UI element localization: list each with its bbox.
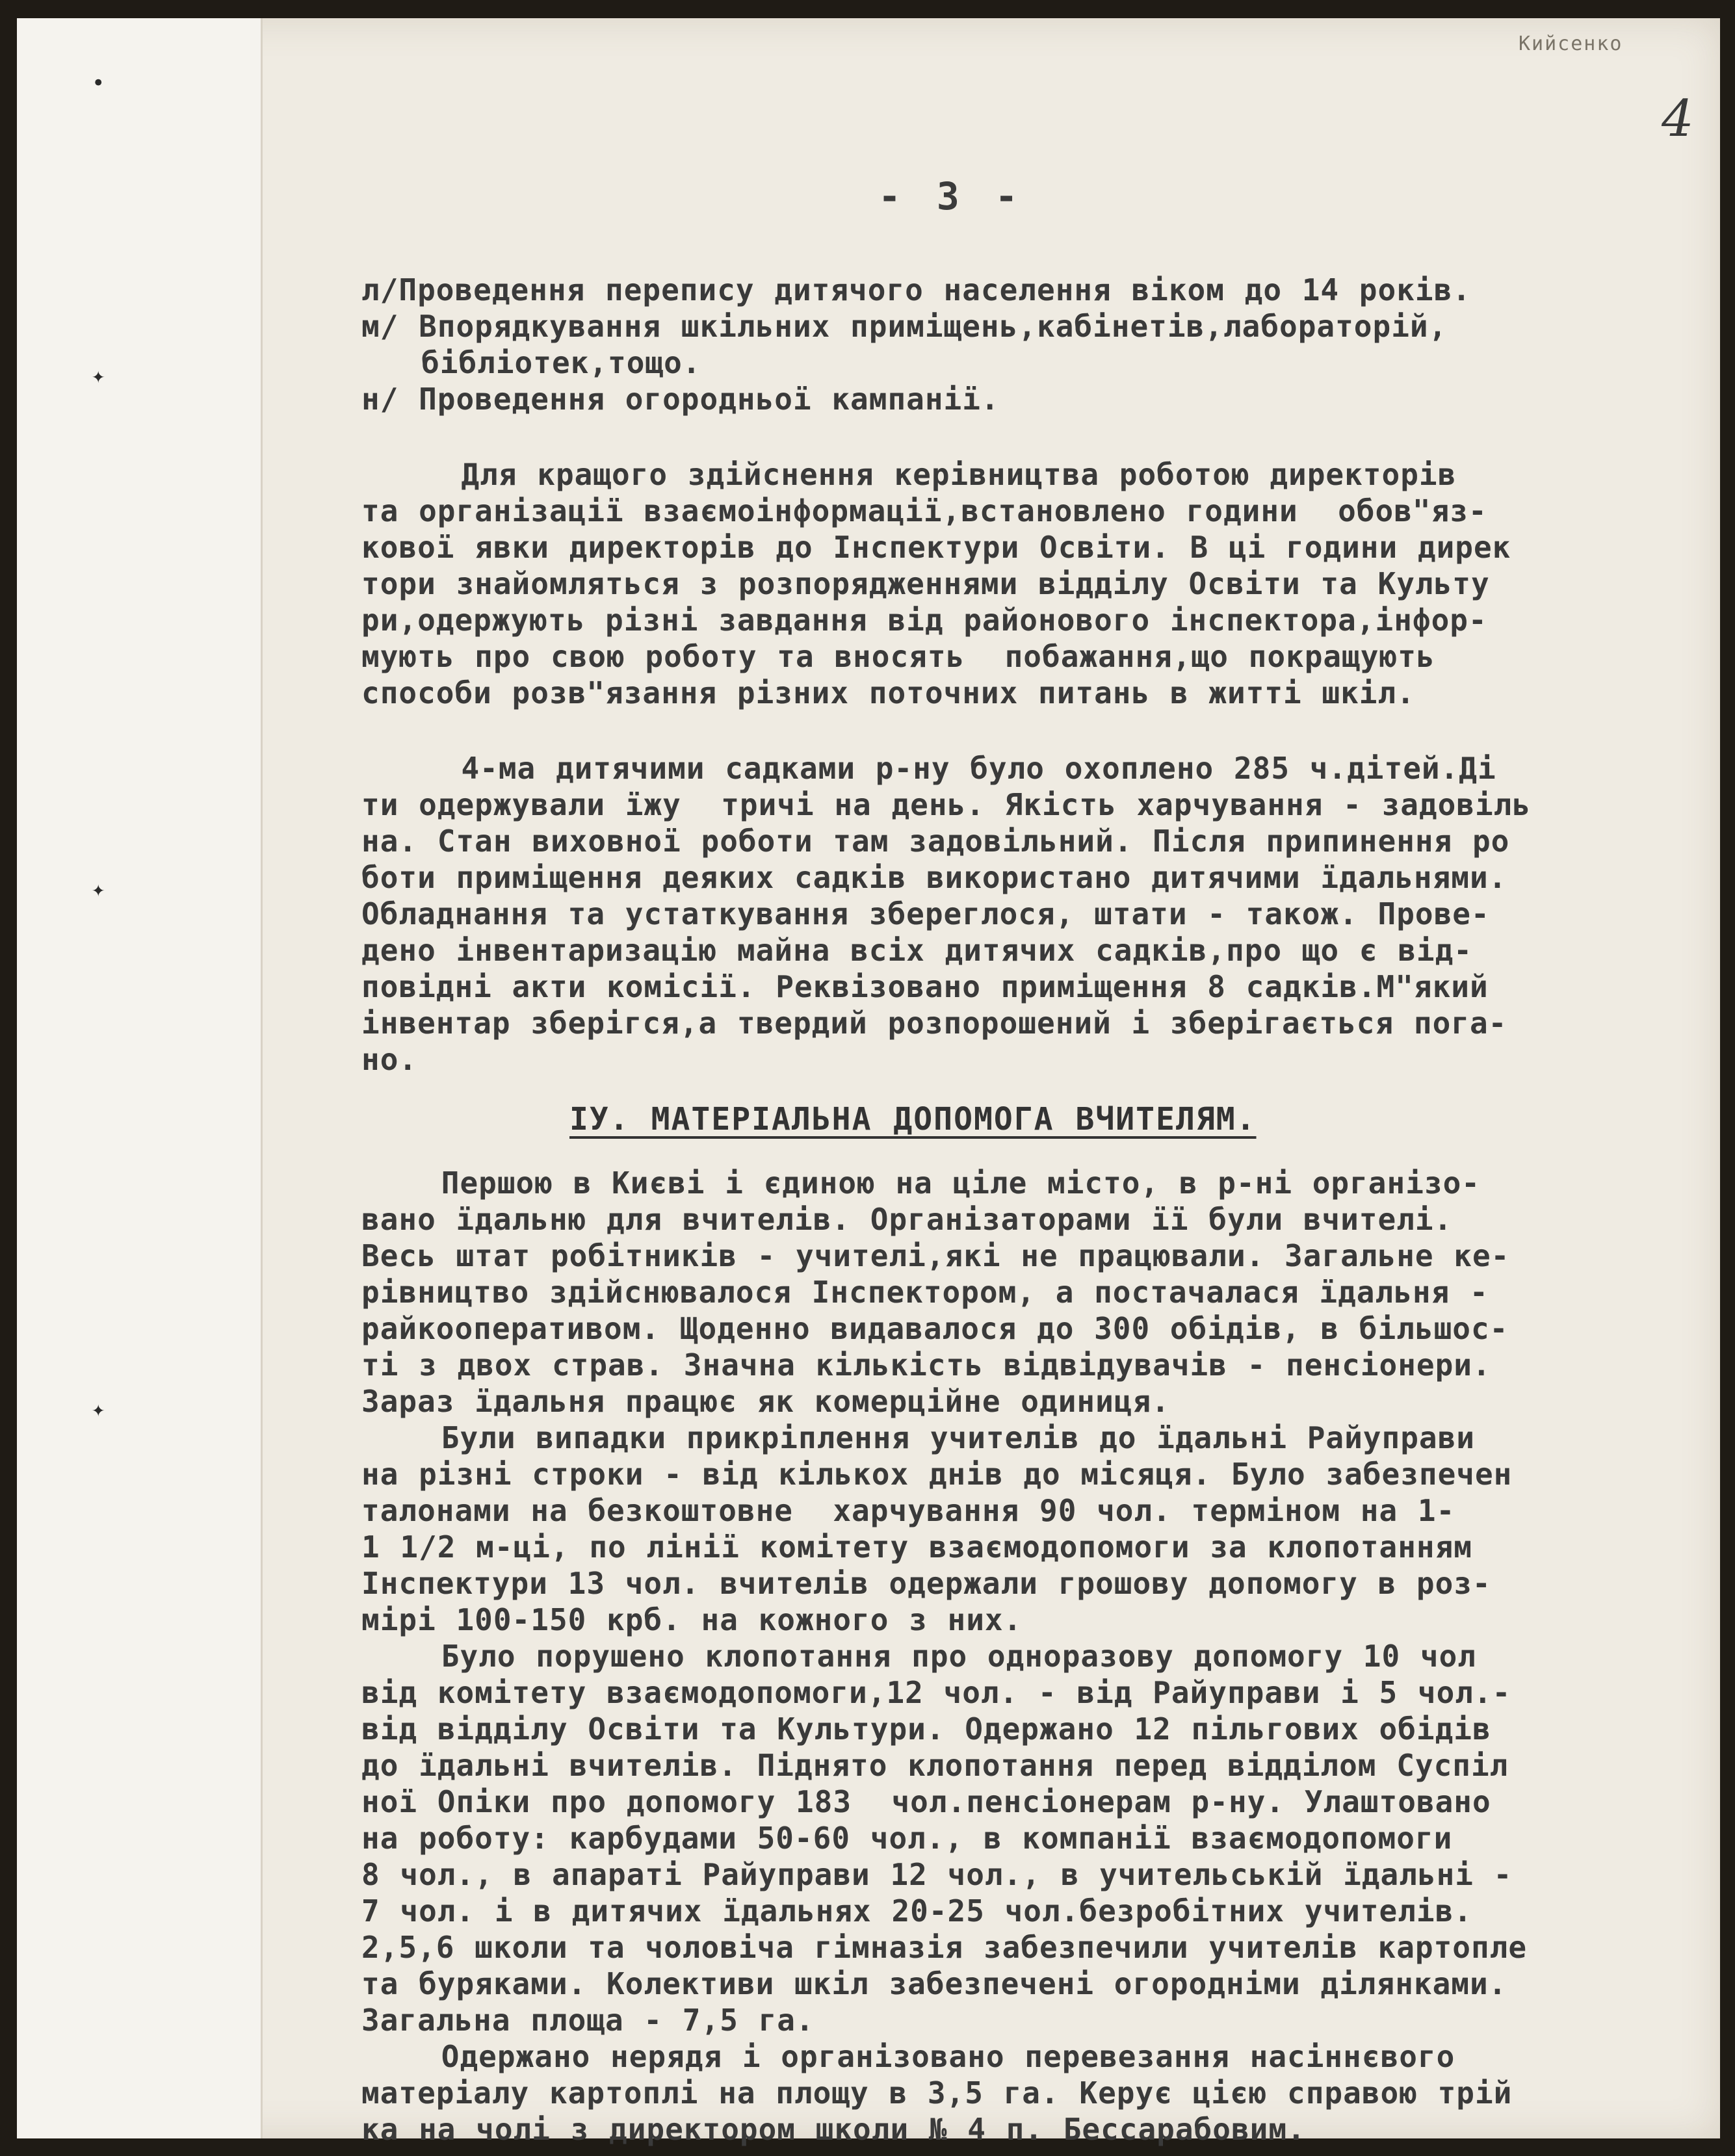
paragraph-directors <box>361 456 1735 711</box>
text-line: від комітету взаємодопомоги,12 чол. - від Райуправи і 5 чол.- <box>361 1675 1511 1710</box>
text-line: Зараз їдальня працює як комерційне одиниця. <box>361 1384 1170 1419</box>
text-line: повідні акти комісії. Реквізовано приміщення 8 садків.М"який <box>361 969 1489 1004</box>
text-line: 4-ма дитячими садками р-ну було охоплено 285 ч.дітей.Ді <box>361 751 1496 786</box>
paragraph-kindergartens <box>361 750 1735 1078</box>
text-line: Для кращого здійснення керівництва роботою директорів <box>361 457 1457 492</box>
document-body <box>361 272 1735 2148</box>
binding-mark: ✦ <box>92 363 105 389</box>
text-line: ті з двох страв. Значна кількість відвідувачів - пенсіонери. <box>361 1347 1491 1383</box>
paragraph-material-aid <box>361 1165 1735 2148</box>
text-line: Інспектури 13 чол. вчителів одержали грошову допомогу в роз- <box>361 1566 1491 1601</box>
text-line: до їдальні вчителів. Піднято клопотання перед відділом Суспіл <box>361 1748 1509 1783</box>
binding-mark: • <box>92 70 105 96</box>
text-line: 8 чол., в апараті Райуправи 12 чол., в учительській їдальні - <box>361 1857 1513 1892</box>
text-line: но. <box>361 1042 418 1077</box>
text-line: Загальна площа - 7,5 га. <box>361 2003 815 2038</box>
text-line: 1 1/2 м-ці, по лінії комітету взаємодопомоги за клопотанням <box>361 1529 1472 1565</box>
text-line: на різні строки - від кількох днів до місяця. Було забезпечен <box>361 1457 1513 1492</box>
text-line: рівництво здійснювалося Інспектором, а постачалася їдальня - <box>361 1275 1489 1310</box>
text-line: 2,5,6 школи та чоловіча гімназія забезпечили учителів картопле <box>361 1930 1528 1965</box>
text-line: Одержано нерядя і організовано перевезання насіннєвого <box>361 2039 1455 2074</box>
text-line: Першою в Києві і єдиною на ціле місто, в р-ні організо- <box>361 1165 1480 1201</box>
section-heading: IУ. МАТЕРІАЛЬНА ДОПОМОГА ВЧИТЕЛЯМ. <box>569 1101 1257 1137</box>
archive-sheet-number: 4 <box>1662 90 1694 148</box>
corner-stamp: Кийсенко <box>1519 32 1623 55</box>
task-list <box>361 272 1735 417</box>
text-line: Були випадки прикріплення учителів до їдальні Райуправи <box>361 1420 1475 1455</box>
document-page <box>17 18 1720 2147</box>
text-line: райкооперативом. Щоденно видавалося до 300 обідів, в більшос- <box>361 1311 1509 1346</box>
text-line: ри,одержують різні завдання від районового інспектора,інфор- <box>361 603 1487 638</box>
text-line: вано їдальню для вчителів. Організаторами її були вчителі. <box>361 1202 1453 1237</box>
binding-mark: ✦ <box>92 876 105 902</box>
text-line: л/Проведення перепису дитячого населення віком до 14 років. <box>361 272 1471 307</box>
text-line: способи розв"язання різних поточних питань в житті шкіл. <box>361 675 1415 710</box>
text-line: інвентар зберігся,а твердий розпорошений і зберігається пога- <box>361 1006 1507 1041</box>
text-line: м/ Впорядкування шкільних приміщень,кабінетів,лабораторій, <box>361 309 1448 344</box>
text-line: Весь штат робітників - учителі,які не працювали. Загальне ке- <box>361 1238 1510 1273</box>
text-line: на. Стан виховної роботи там задовільний. Після припинення ро <box>361 824 1510 859</box>
text-line: ти одержували їжу тричі на день. Якість харчування - задовіль <box>361 787 1532 822</box>
text-line: мірі 100-150 крб. на кожного з них. <box>361 1602 1023 1637</box>
text-line: ної Опіки про допомогу 183 чол.пенсіонерам р-ну. Улаштовано <box>361 1784 1491 1819</box>
binding-margin <box>17 18 263 2138</box>
text-line: дено інвентаризацію майна всіх дитячих садків,про що є від- <box>361 933 1472 968</box>
text-line: тори знайомляться з розпорядженнями відділу Освіти та Культу <box>361 566 1490 601</box>
text-line: на роботу: карбудами 50-60 чол., в компанії взаємодопомоги <box>361 1821 1453 1856</box>
page-number: - 3 - <box>878 174 1024 218</box>
text-line: та організації взаємоінформації,встановлено години обов"яз- <box>361 493 1487 528</box>
text-line: талонами на безкоштовне харчування 90 чол. терміном на 1- <box>361 1493 1455 1528</box>
text-line: матеріалу картоплі на площу в 3,5 га. Керує цією справою трій <box>361 2075 1513 2111</box>
text-line: Обладнання та устаткування збереглося, штати - також. Прове- <box>361 896 1490 931</box>
text-line: 7 чол. і в дитячих їдальнях 20-25 чол.безробітних учителів. <box>361 1893 1472 1929</box>
text-line: мують про свою роботу та вносять побажання,що покращують <box>361 639 1435 674</box>
text-line: від відділу Освіти та Культури. Одержано 12 пільгових обідів <box>361 1711 1491 1747</box>
binding-mark: ✦ <box>92 1396 105 1422</box>
text-line: н/ Проведення огородньої кампанії. <box>361 382 1000 417</box>
text-line: та буряками. Колективи шкіл забезпечені огородніми ділянками. <box>361 1966 1507 2001</box>
text-line: Було порушено клопотання про одноразову допомогу 10 чол <box>361 1639 1476 1674</box>
text-line: бібліотек,тощо. <box>361 345 701 380</box>
text-line: кової явки директорів до Інспектури Освіти. В ці години дирек <box>361 530 1511 565</box>
text-line: ка на чолі з директором школи № 4 п. Бессарабовим. <box>361 2112 1306 2147</box>
text-line: боти приміщення деяких садків використано дитячими їдальнями. <box>361 860 1507 895</box>
